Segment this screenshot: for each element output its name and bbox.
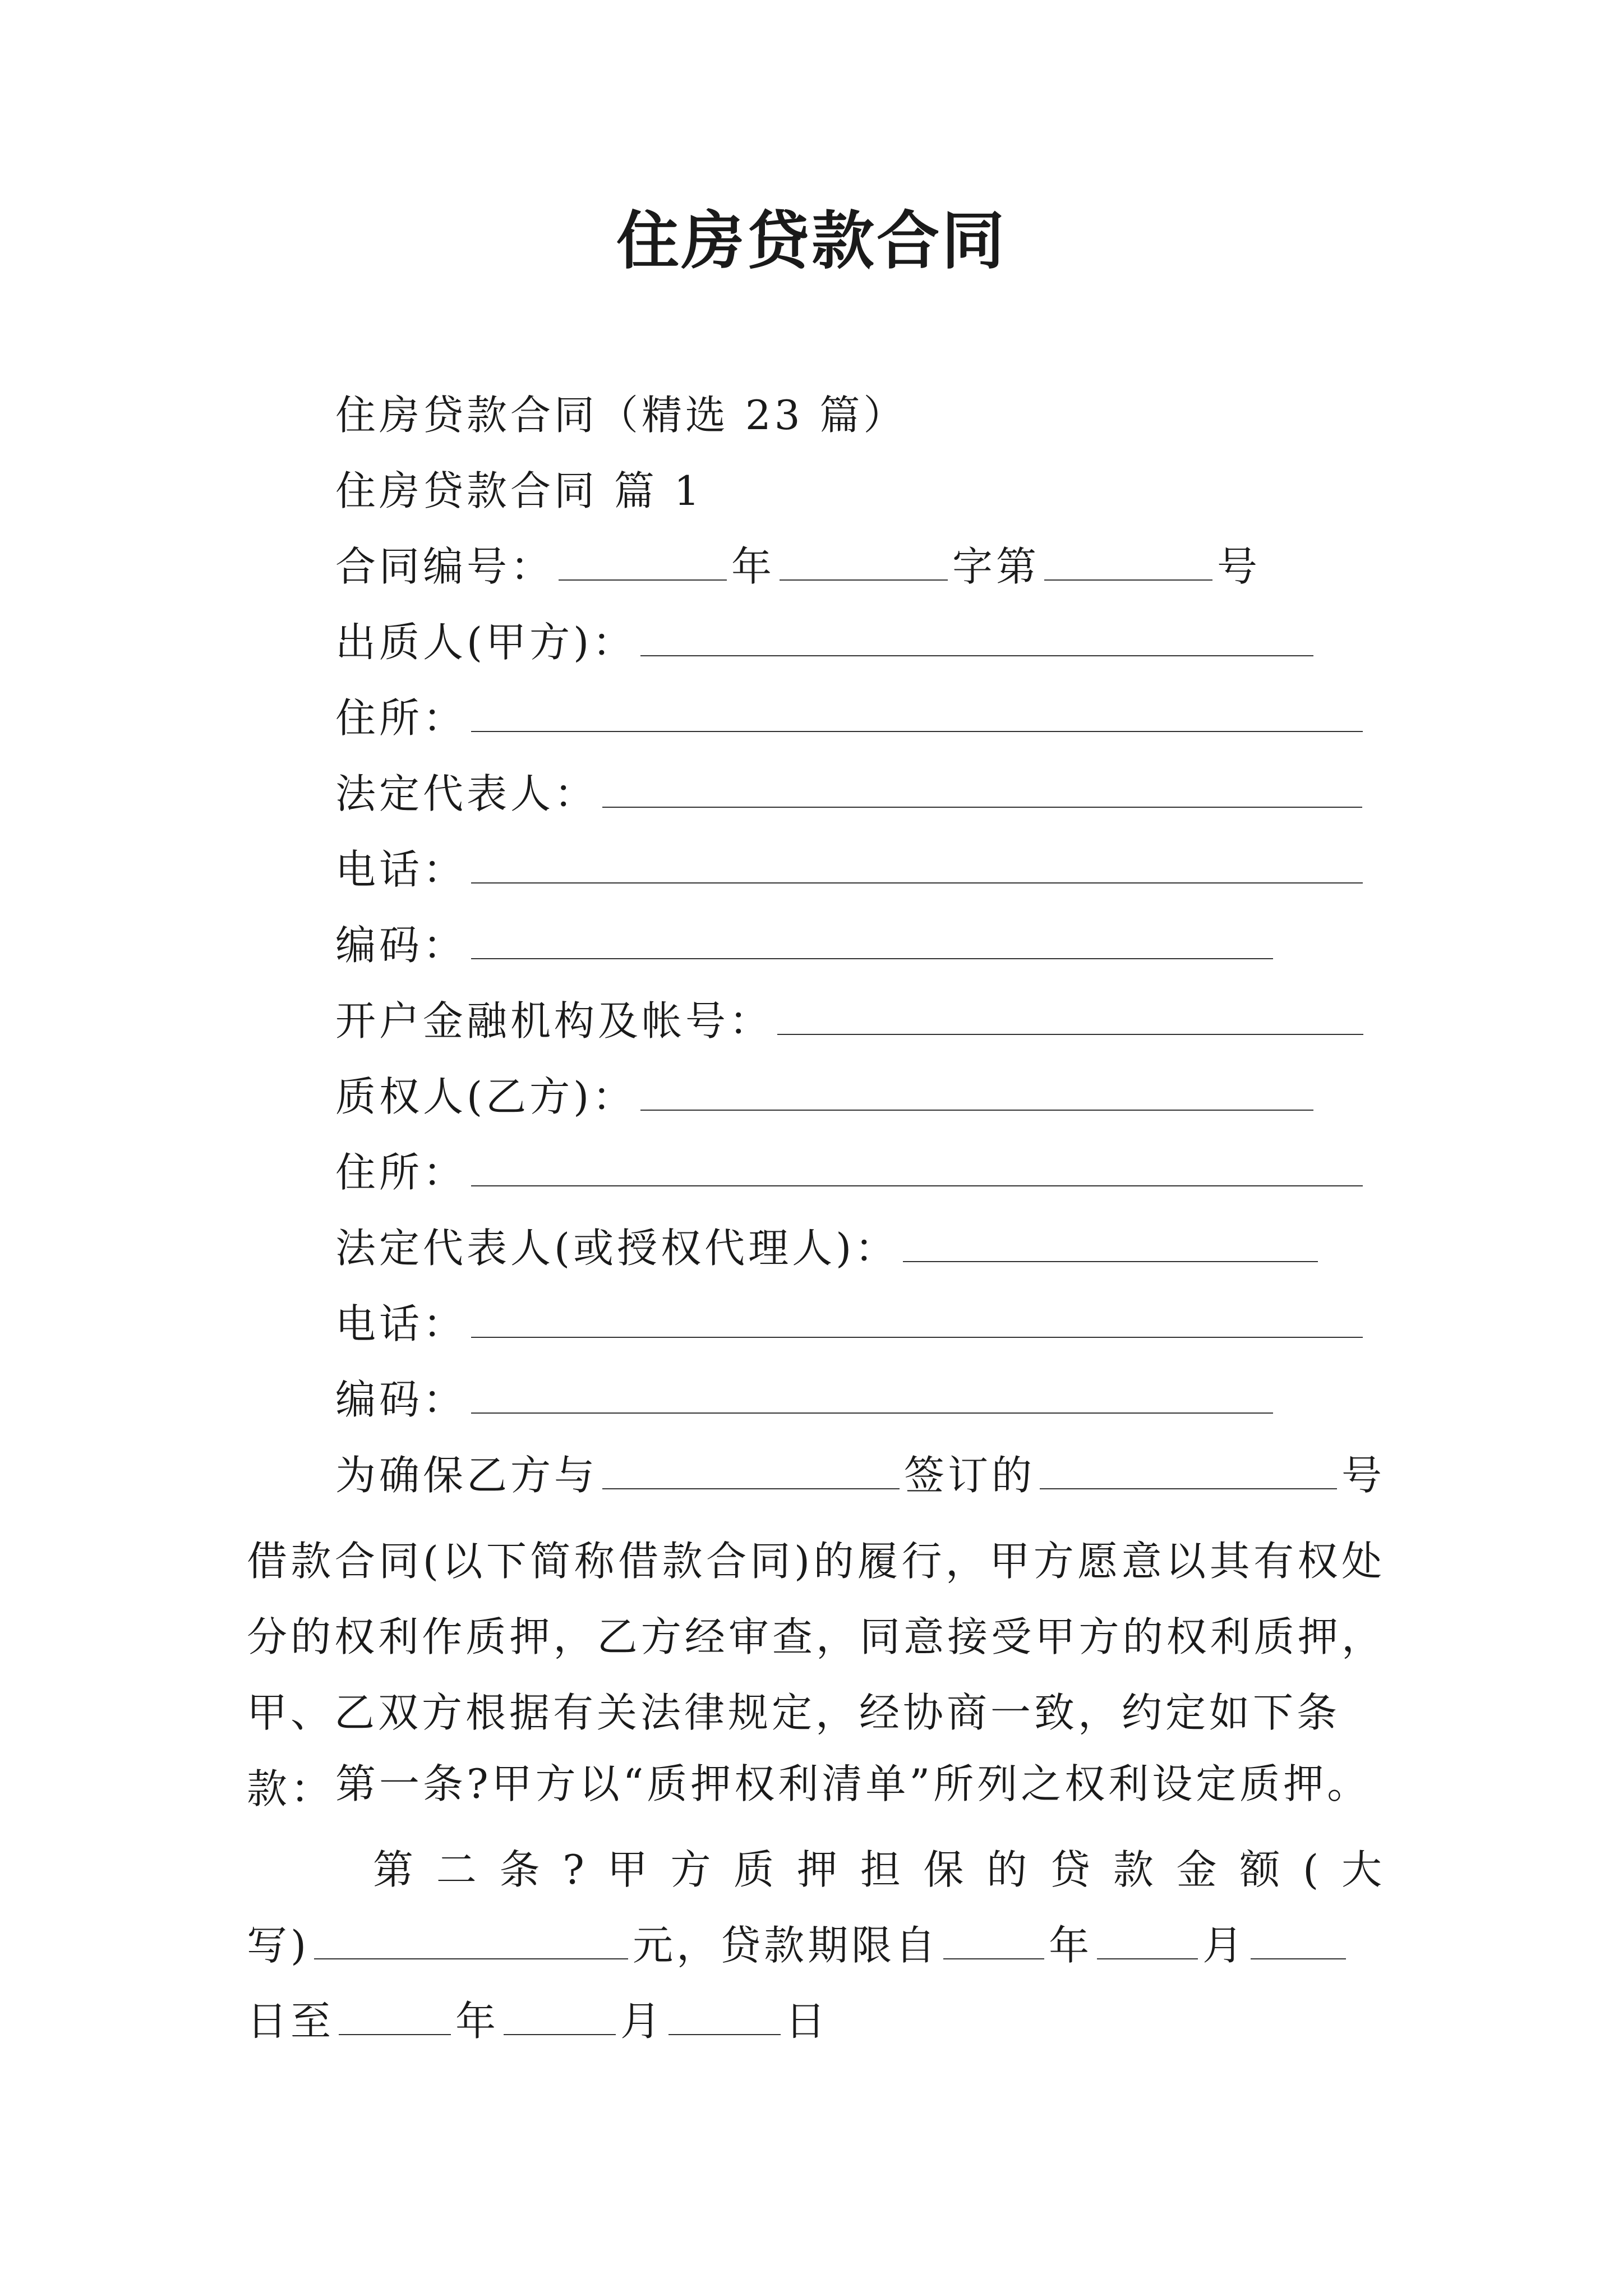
legal-rep-label: 法定代表人： (335, 770, 598, 817)
intro-text: 签订的 (904, 1452, 1036, 1499)
intro-text: 为确保乙方与 (335, 1452, 598, 1499)
intro-body-3: 甲、乙双方根据有关法律规定，经协商一致，约定如下条款： (247, 1689, 1341, 1812)
blank-field[interactable] (943, 1918, 1044, 1959)
blank-field[interactable] (668, 1994, 781, 2035)
intro-text: 号 (1341, 1452, 1386, 1499)
document-subtitle: 住房贷款合同（精选 23 篇） (335, 392, 907, 439)
party-b-label: 质权人(乙方)： (335, 1073, 637, 1120)
section-heading: 住房贷款合同 篇 1 (335, 467, 703, 514)
blank-field[interactable] (471, 691, 1363, 732)
blank-field[interactable] (640, 615, 1313, 656)
intro-body-2: 分的权利作质押，乙方经审查，同意接受甲方的权利质押， (247, 1613, 1385, 1660)
blank-field[interactable] (640, 1069, 1313, 1111)
phone-line-2 (335, 1296, 1367, 1352)
article-text: 日至 (247, 1998, 335, 2045)
legal-rep-line-2 (335, 1220, 1322, 1276)
blank-field[interactable] (471, 842, 1363, 884)
intro-first-line (335, 1447, 1385, 1503)
document-title: 住房贷款合同 (616, 204, 1007, 278)
phone-label: 电话： (335, 1300, 467, 1347)
blank-field[interactable] (471, 1145, 1363, 1186)
article-2-line-3 (247, 1983, 1385, 2059)
blank-field[interactable] (559, 539, 727, 581)
legal-rep-line (335, 766, 1367, 822)
phone-line (335, 841, 1367, 898)
intro-body-1: 借款合同(以下简称借款合同)的履行，甲方愿意以其有权处 (247, 1538, 1385, 1585)
address-label: 住所： (335, 1149, 467, 1196)
year-label: 年 (731, 543, 776, 590)
number-label: 号 (1217, 543, 1261, 590)
blank-field[interactable] (504, 1994, 616, 2035)
contract-number-line (335, 539, 1261, 595)
code-label: 编码： (335, 1376, 467, 1423)
article-text: 月 (1202, 1922, 1247, 1969)
article-text: 写) (247, 1922, 310, 1969)
article-text: 年 (1049, 1922, 1093, 1969)
bank-line (335, 993, 1368, 1049)
party-b-line (335, 1069, 1318, 1125)
blank-field[interactable] (1097, 1918, 1198, 1959)
blank-field[interactable] (339, 1994, 451, 2035)
contract-number-label: 合同编号： (335, 543, 555, 590)
phone-label: 电话： (335, 846, 467, 893)
blank-field[interactable] (602, 1448, 900, 1489)
bank-label: 开户金融机构及帐号： (335, 997, 773, 1045)
code-label: 编码： (335, 922, 467, 969)
blank-field[interactable] (471, 1372, 1273, 1414)
blank-field[interactable] (780, 539, 948, 581)
article-2-line-2 (247, 1907, 1385, 1984)
article-1: 第一条?甲方以“质押权利清单”所列之权利设定质押。 (335, 1760, 1371, 1807)
code-line-2 (335, 1372, 1278, 1428)
blank-field[interactable] (471, 1296, 1363, 1338)
address-label: 住所： (335, 694, 467, 742)
article-text: 日 (785, 1998, 829, 2045)
blank-field[interactable] (1040, 1448, 1337, 1489)
blank-field[interactable] (903, 1221, 1318, 1262)
code-line (335, 917, 1278, 973)
blank-field[interactable] (602, 766, 1362, 808)
article-2-line-1: 第二条?甲方质押担保的贷款金额(大 (373, 1846, 1385, 1893)
party-a-label: 出质人(甲方)： (335, 619, 637, 666)
legal-rep-label: 法定代表人(或授权代理人)： (335, 1225, 899, 1272)
blank-field[interactable] (471, 918, 1273, 959)
blank-field[interactable] (1044, 539, 1212, 581)
address-line-2 (335, 1144, 1367, 1200)
party-a-line (335, 614, 1318, 670)
address-line (335, 690, 1367, 746)
char-label: 字第 (952, 543, 1040, 590)
blank-field[interactable] (777, 993, 1363, 1035)
blank-field[interactable] (314, 1918, 628, 1959)
article-text: 月 (620, 1998, 665, 2045)
article-text: 年 (455, 1998, 500, 2045)
blank-field[interactable] (1251, 1918, 1346, 1959)
article-text: 元，贷款期限自 (633, 1922, 939, 1969)
